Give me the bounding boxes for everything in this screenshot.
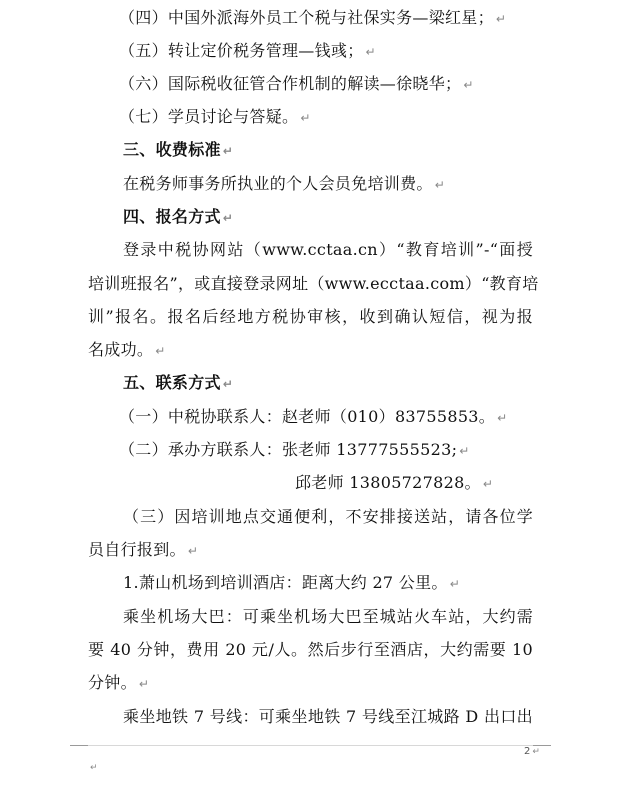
text-line-reg-1: 登录中税协网站（www.cctaa.cn）“教育培训”-“面授 (123, 240, 533, 259)
text-line-transport-2: 员自行报到。 ↵ (88, 540, 199, 559)
section-heading-fees: 三、收费标准 ↵ (123, 140, 234, 159)
text-line-fees: 在税务师事务所执业的个人会员免培训费。 ↵ (123, 174, 446, 193)
text-line-reg-4: 名成功。 ↵ (88, 340, 166, 359)
page-number: 2 ↵ (524, 746, 540, 757)
section-heading-registration: 四、报名方式 ↵ (123, 207, 234, 226)
text-line-transport-1: （三）因培训地点交通便利，不安排接送站，请各位学 (123, 507, 533, 526)
text-line-bus-1: 乘坐机场大巴：可乘坐机场大巴至城站火车站，大约需 (123, 607, 533, 626)
text-line-2: （五）转让定价税务管理—钱彧； ↵ (119, 41, 376, 60)
text-line-metro: 乘坐地铁 7 号线：可乘坐地铁 7 号线至江城路 D 出口出 (123, 707, 533, 726)
text-line-airport: 1.萧山机场到培训酒店：距离大约 27 公里。 ↵ (123, 573, 461, 592)
text-line-4: （七）学员讨论与答疑。 ↵ (119, 107, 311, 126)
text-line-reg-3: 训”报名。报名后经地方税协审核，收到确认短信，视为报 (88, 307, 533, 326)
text-line-bus-2: 要 40 分钟，费用 20 元/人。然后步行至酒店，大约需要 10 (88, 640, 533, 659)
text-line-contact-2: （二）承办方联系人：张老师 13777555523; ↵ (119, 440, 470, 459)
footer-paragraph-mark: ↵ (90, 763, 98, 773)
section-heading-contact: 五、联系方式 ↵ (123, 373, 234, 392)
text-line-reg-2: 培训班报名”，或直接登录网址（www.ecctaa.com）“教育培 (88, 274, 539, 293)
text-line-1: （四）中国外派海外员工个税与社保实务—梁红星； ↵ (119, 8, 507, 27)
text-line-bus-3: 分钟。 ↵ (88, 673, 150, 692)
text-line-contact-1: （一）中税协联系人：赵老师（010）83755853。 ↵ (119, 407, 508, 426)
footer-corner-left (70, 745, 88, 746)
text-line-contact-3: 邱老师 13805727828。 ↵ (295, 473, 494, 492)
footer-divider (88, 745, 533, 746)
text-line-3: （六）国际税收征管合作机制的解读—徐晓华； ↵ (119, 74, 474, 93)
